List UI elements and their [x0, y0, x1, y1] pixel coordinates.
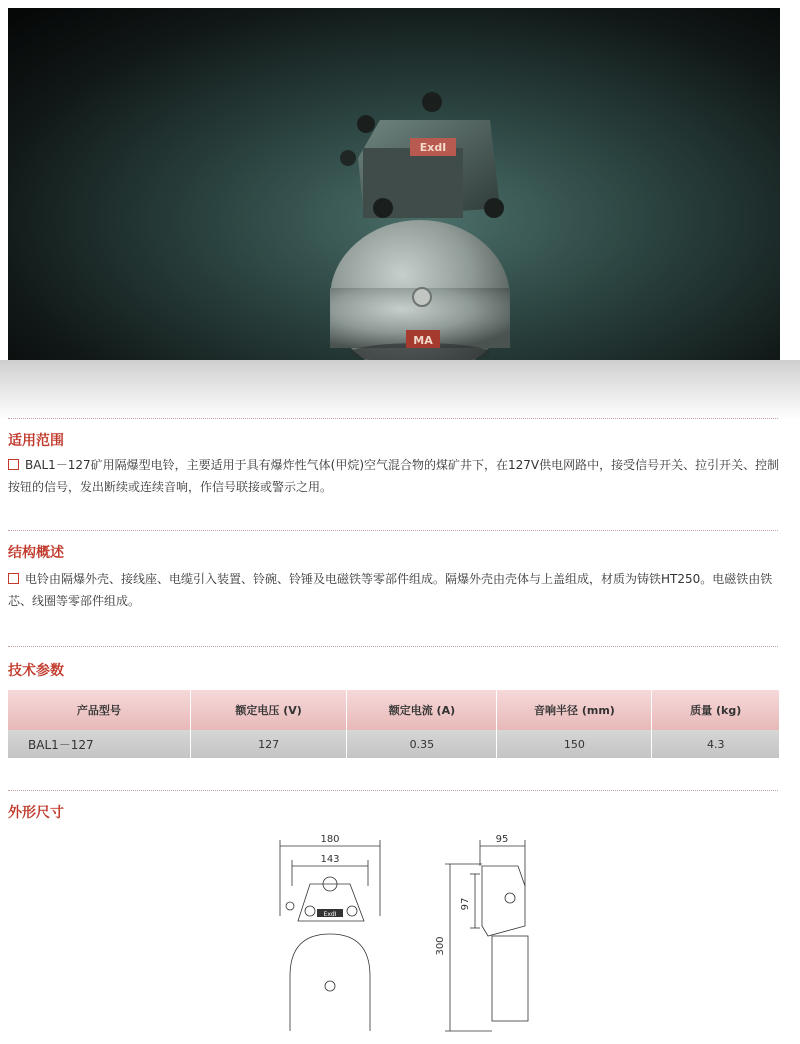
checkbox-icon — [8, 459, 19, 470]
scope-text: BAL1－127矿用隔爆型电铃，主要适用于具有爆炸性气体(甲烷)空气混合物的煤矿井下，在127V供电网路中，接受信号开关、拉引开关、控制按钮的信号，发出断续或连续音响，作信号联接或警示之用。 — [8, 458, 780, 494]
dim-total-height: 300 — [435, 936, 446, 956]
mine-bell-illustration — [8, 8, 780, 360]
section-title-structure: 结构概述 — [8, 545, 64, 561]
section-title-specs: 技术参数 — [8, 663, 64, 679]
checkbox-icon — [8, 573, 19, 584]
spec-header-current: 额定电流 (A) — [347, 690, 497, 730]
ma-mark-text: MA — [413, 334, 433, 347]
spec-cell-model: BAL1－127 — [8, 730, 190, 758]
section-divider — [8, 790, 778, 791]
dimension-drawing-svg — [270, 826, 560, 1036]
bolt-icon — [484, 198, 504, 218]
spec-cell-voltage: 127 — [190, 730, 347, 758]
section-divider — [8, 530, 778, 531]
dimension-drawings — [270, 826, 560, 1040]
spec-cell-mass: 4.3 — [652, 730, 780, 758]
structure-text: 电铃由隔爆外壳、接线座、电缆引入装置、铃碗、铃锤及电磁铁等零部件组成。隔爆外壳由壳体与上盖组成，材质为铸铁HT250。电磁铁由铁芯、线圈等零部件组成。 — [8, 572, 773, 608]
spec-cell-current: 0.35 — [347, 730, 497, 758]
spec-table — [8, 690, 780, 758]
striker-knob — [413, 288, 431, 306]
spec-table-header-row — [8, 690, 780, 730]
drawing-nameplate-text: ExdI — [323, 911, 337, 918]
spec-header-mass: 质量 (kg) — [652, 690, 780, 730]
table-row — [8, 730, 780, 758]
dim-outer-width: 180 — [320, 834, 340, 845]
cable-gland-icon — [340, 150, 356, 166]
dim-inner-width: 143 — [320, 854, 340, 865]
spec-header-model: 产品型号 — [8, 690, 190, 730]
dim-upper-height: 97 — [460, 897, 471, 911]
section-divider — [8, 646, 778, 647]
nameplate-text: ExdI — [419, 141, 447, 154]
spec-cell-radius: 150 — [497, 730, 652, 758]
bolt-icon — [357, 115, 375, 133]
section-title-scope: 适用范围 — [8, 433, 64, 449]
spec-header-voltage: 额定电压 (V) — [190, 690, 347, 730]
section-divider — [8, 418, 778, 419]
bolt-icon — [422, 92, 442, 112]
structure-paragraph — [8, 568, 788, 612]
section-title-dimensions: 外形尺寸 — [8, 805, 64, 821]
product-photo — [8, 8, 780, 360]
scope-paragraph — [8, 454, 788, 498]
bolt-icon — [373, 198, 393, 218]
spec-header-radius: 音响半径 (mm) — [497, 690, 652, 730]
dim-depth: 95 — [495, 834, 509, 845]
photo-shadow — [0, 360, 800, 420]
